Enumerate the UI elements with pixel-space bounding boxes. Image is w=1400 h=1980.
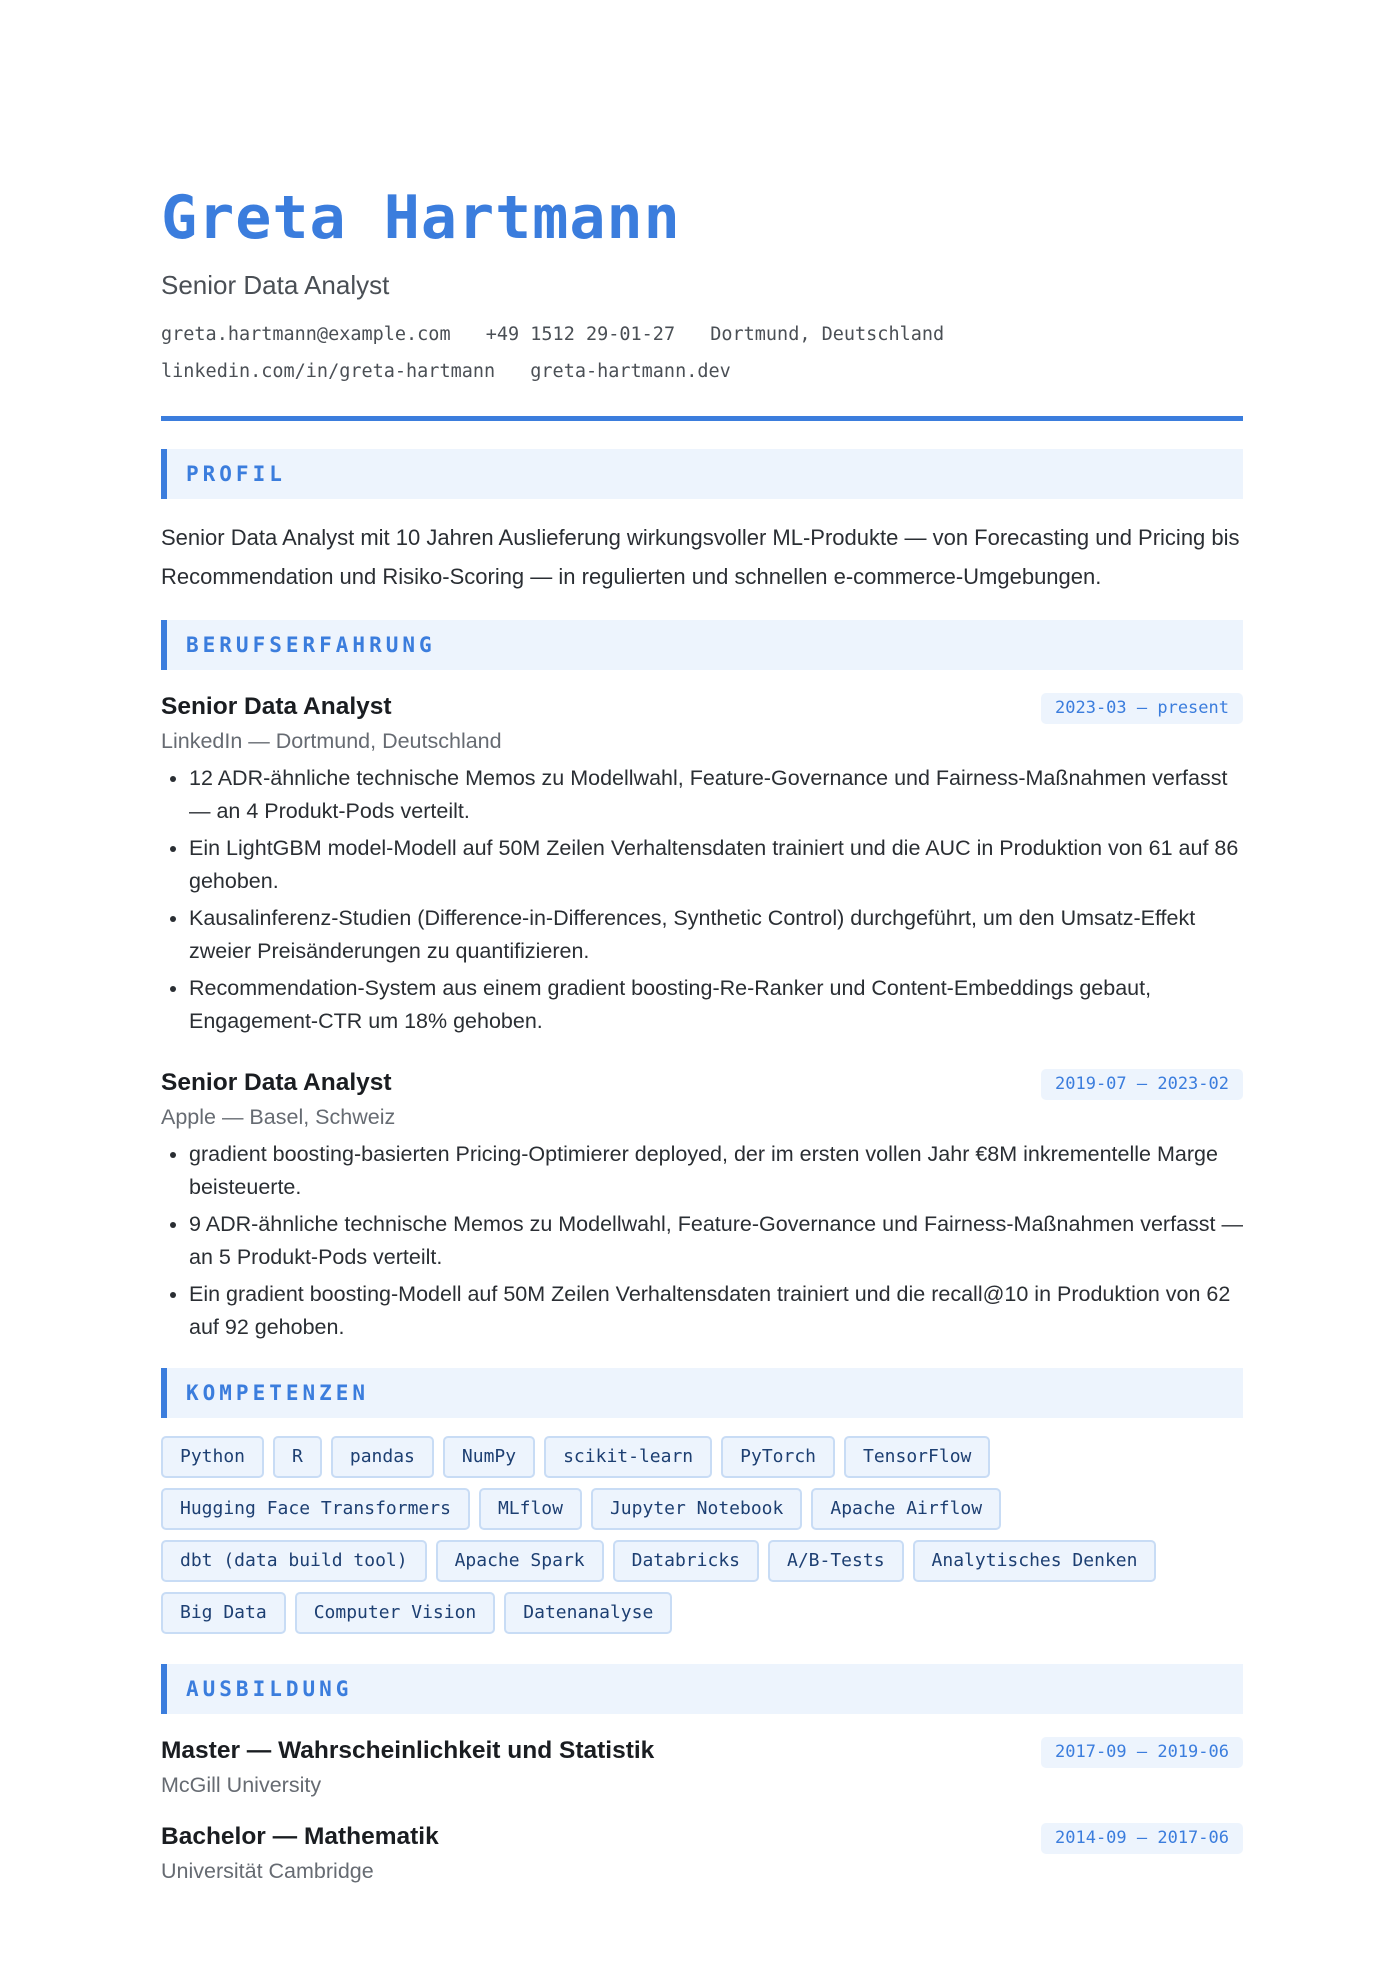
skill-tag: MLflow	[479, 1488, 582, 1530]
contact-location: Dortmund, Deutschland	[710, 324, 945, 345]
skill-tag: TensorFlow	[844, 1436, 990, 1478]
contact-block	[161, 316, 1243, 390]
skill-tag: dbt (data build tool)	[161, 1540, 427, 1582]
header-divider	[161, 416, 1243, 421]
contact-website[interactable]: greta-hartmann.dev	[530, 361, 731, 382]
candidate-name: Greta Hartmann	[161, 183, 681, 253]
skill-tag: PyTorch	[721, 1436, 835, 1478]
experience-entry	[161, 690, 1243, 1038]
skill-tag: Jupyter Notebook	[591, 1488, 802, 1530]
skill-tag: A/B-Tests	[768, 1540, 904, 1582]
skill-tag: R	[273, 1436, 322, 1478]
skills-list	[161, 1436, 1243, 1634]
bullet-item: • 9 ADR-ähnliche technische Memos zu Modellwahl, Feature-Governance und Fairness-Maßnahmen verfasst — an 5 Produkt-Pods verteilt.	[189, 1208, 1243, 1274]
education-dates: 2017-09 – 2019-06	[1041, 1737, 1243, 1768]
education-degree: Bachelor — Mathematik	[161, 1823, 439, 1850]
bullet-item: • Kausalinferenz-Studien (Difference-in-Differences, Synthetic Control) durchgeführt, um den Umsatz-Effekt zweier Preisänderungen zu quantifizieren.	[189, 902, 1243, 968]
skill-tag: Analytisches Denken	[913, 1540, 1157, 1582]
skill-tag: NumPy	[443, 1436, 535, 1478]
experience-entry	[161, 1066, 1243, 1344]
bullet-item: • Ein LightGBM model-Modell auf 50M Zeilen Verhaltensdaten trainiert und die AUC in Produktion von 61 auf 86 gehoben.	[189, 832, 1243, 898]
contact-email[interactable]: greta.hartmann@example.com	[161, 324, 451, 345]
contact-phone[interactable]: +49 1512 29-01-27	[485, 324, 676, 345]
education-header	[161, 1734, 1243, 1768]
skill-tag: scikit-learn	[544, 1436, 712, 1478]
education-school: McGill University	[161, 1773, 322, 1797]
section-heading-education: AUSBILDUNG	[161, 1664, 1243, 1714]
education-entry	[161, 1820, 1243, 1888]
bullet-item: • Recommendation-System aus einem gradient boosting-Re-Ranker und Content-Embeddings gebaut, Engagement-CTR um 18% gehoben.	[189, 972, 1243, 1038]
bullet-item: • gradient boosting-basierten Pricing-Optimierer deployed, der im ersten vollen Jahr €8M inkrementelle Marge beisteuerte.	[189, 1138, 1243, 1204]
education-degree: Master — Wahrscheinlichkeit und Statistik	[161, 1737, 655, 1764]
job-company: LinkedIn — Dortmund, Deutschland	[161, 729, 502, 753]
skill-tag: Apache Airflow	[811, 1488, 1001, 1530]
job-header	[161, 690, 1243, 724]
profile-summary: Senior Data Analyst mit 10 Jahren Auslieferung wirkungsvoller ML-Produkte — von Forecasting und Pricing bis Recommendation und Risiko-Scoring — in regulierten und schnellen e-commerce-Umgebungen.	[161, 525, 1240, 589]
job-title: Senior Data Analyst	[161, 693, 392, 720]
skill-tag: Hugging Face Transformers	[161, 1488, 470, 1530]
job-bullets	[161, 762, 1243, 1038]
job-bullets	[161, 1138, 1243, 1344]
section-heading-profile: PROFIL	[161, 449, 1243, 499]
contact-row	[161, 316, 1243, 353]
skill-tag: Datenanalyse	[504, 1592, 672, 1634]
contact-linkedin[interactable]: linkedin.com/in/greta-hartmann	[161, 361, 496, 382]
job-company: Apple — Basel, Schweiz	[161, 1105, 396, 1129]
section-heading-experience: BERUFSERFAHRUNG	[161, 620, 1243, 670]
skill-tag: Python	[161, 1436, 264, 1478]
job-header	[161, 1066, 1243, 1100]
job-title: Senior Data Analyst	[161, 1069, 392, 1096]
education-dates: 2014-09 – 2017-06	[1041, 1823, 1243, 1854]
bullet-item: • 12 ADR-ähnliche technische Memos zu Modellwahl, Feature-Governance und Fairness-Maßnahmen verfasst — an 4 Produkt-Pods verteilt.	[189, 762, 1243, 828]
skill-tag: Big Data	[161, 1592, 286, 1634]
contact-row	[161, 353, 1243, 390]
education-header	[161, 1820, 1243, 1854]
education-entry	[161, 1734, 1243, 1802]
skill-tag: pandas	[331, 1436, 434, 1478]
section-heading-skills: KOMPETENZEN	[161, 1368, 1243, 1418]
skill-tag: Databricks	[613, 1540, 759, 1582]
skill-tag: Apache Spark	[436, 1540, 604, 1582]
bullet-item: • Ein gradient boosting-Modell auf 50M Zeilen Verhaltensdaten trainiert und die recall@10 in Produktion von 62 auf 92 gehoben.	[189, 1278, 1243, 1344]
skill-tag: Computer Vision	[295, 1592, 496, 1634]
job-dates: 2023-03 – present	[1041, 693, 1243, 724]
candidate-title: Senior Data Analyst	[161, 270, 390, 300]
resume-content	[161, 180, 1243, 1888]
education-school: Universität Cambridge	[161, 1859, 374, 1883]
job-dates: 2019-07 – 2023-02	[1041, 1069, 1243, 1100]
